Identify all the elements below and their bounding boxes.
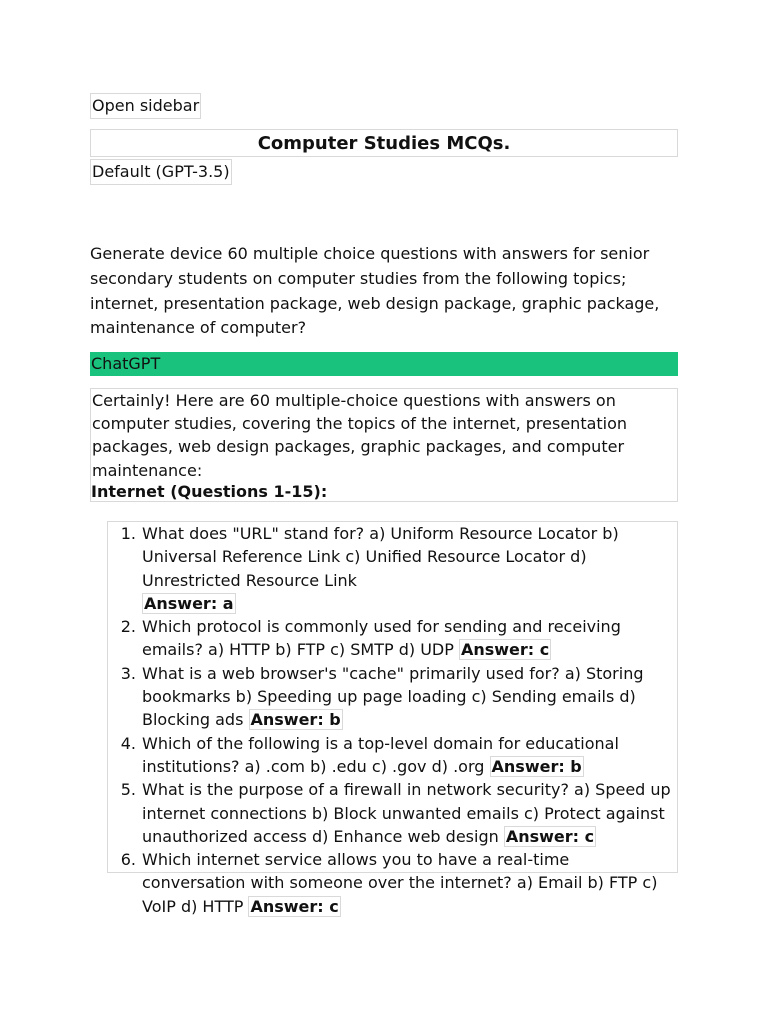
response-intro-text: Certainly! Here are 60 multiple-choice questions with answers on computer studies, covering the topics of the internet, presentation packages, web design packages, graphic packages, and computer maintenance: [92,391,628,480]
list-item [108,848,677,918]
question-body: Which of the following is a top-level domain for educational institutions? a) .com b) .edu c) .gov d) .org [142,733,619,776]
list-item [108,662,677,732]
question-text [136,522,677,615]
answer-label: Answer: c [460,640,550,660]
page-title: Computer Studies MCQs. [257,133,511,154]
question-text [136,732,677,779]
title-bar [90,129,678,157]
answer-label: Answer: c [250,896,339,916]
question-number: 4. [120,733,136,753]
question-text [136,615,677,662]
question-body: What is the purpose of a firewall in network security? a) Speed up internet connections b) Block unwanted emails c) Protect against unauthorized access d) Enhance web design [142,780,671,846]
question-body: What does "URL" stand for? a) Uniform Resource Locator b) Universal Reference Link c) Unified Resource Locator d) Unrestricted Resource Link [142,524,619,590]
question-text [136,662,677,732]
list-item [108,522,677,615]
question-number: 2. [120,617,136,637]
question-body: What is a web browser's "cache" primarily used for? a) Storing bookmarks b) Speeding up page loading c) Sending emails d) Blocking ads [142,663,644,730]
question-number: 1. [120,524,136,543]
question-body: Which protocol is commonly used for sending and receiving emails? a) HTTP b) FTP c) SMTP d) UDP [142,617,621,660]
answer-label: Answer: a [144,593,234,613]
answer-label: Answer: b [491,756,582,776]
response-intro-box [90,388,678,502]
answer-label: Answer: c [505,826,595,846]
open-sidebar-button[interactable]: Open sidebar [90,93,201,119]
question-body: Which internet service allows you to have a real-time conversation with someone over the internet? a) Email b) FTP c) VoIP d) HTTP [142,850,658,916]
question-text [136,848,677,918]
answer-label: Answer: b [250,710,341,730]
question-number: 3. [120,663,136,683]
question-number: 5. [120,780,136,800]
list-item [108,732,677,779]
model-selector[interactable]: Default (GPT-3.5) [90,159,232,185]
list-item [108,778,677,848]
question-list-box [107,521,678,916]
section-heading: Internet (Questions 1-15): [91,482,328,501]
question-text [136,778,677,848]
question-number: 6. [120,850,136,870]
assistant-label-bar: ChatGPT [90,352,678,376]
question-list [108,522,677,918]
list-item [108,615,677,662]
user-prompt: Generate device 60 multiple choice questions with answers for senior secondary students on computer studies from the following topics; internet, presentation package, web design package, graphic package, maintenance of computer? [90,244,660,338]
